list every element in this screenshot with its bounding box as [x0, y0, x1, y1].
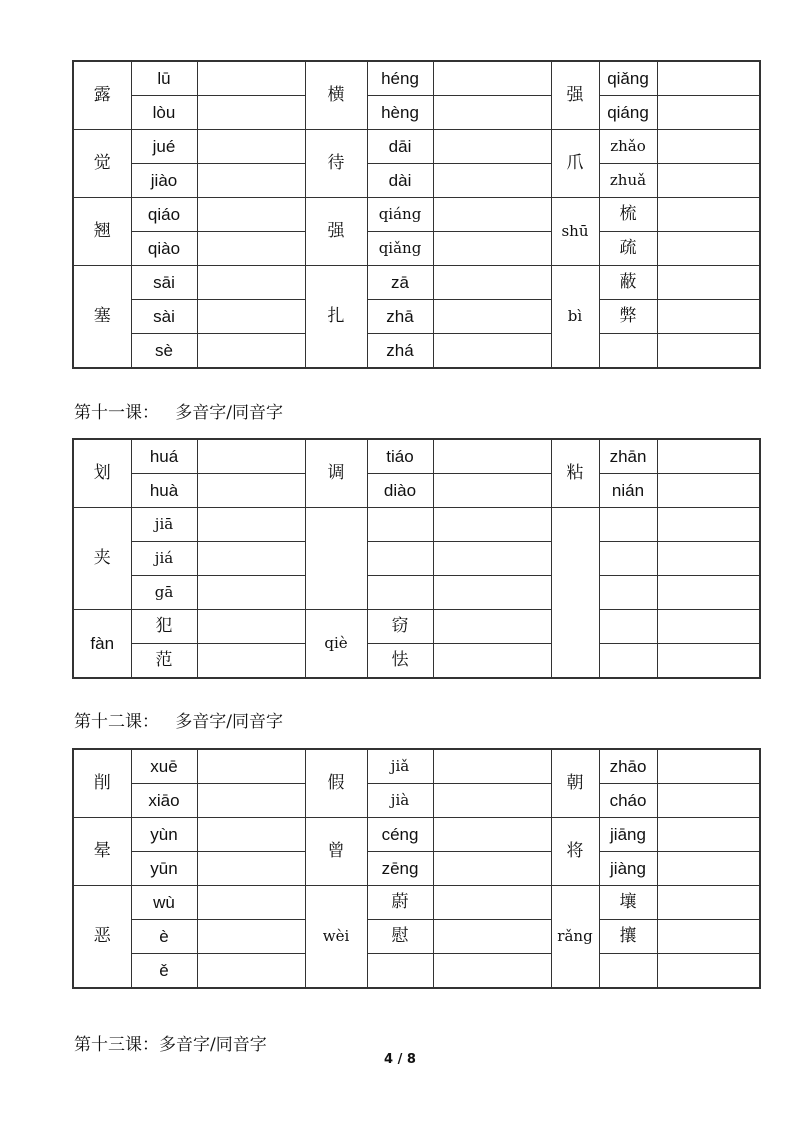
pinyin-cell: tiáo — [367, 439, 433, 474]
table-row — [73, 852, 760, 886]
pinyin-cell: zēng — [367, 852, 433, 886]
table-row — [73, 508, 760, 542]
character-cell: 削 — [73, 749, 131, 818]
pinyin-cell: qiǎng — [367, 232, 433, 266]
pinyin-cell: zhāo — [599, 749, 657, 784]
character-cell: 塞 — [73, 266, 131, 369]
answer-blank[interactable] — [433, 130, 551, 164]
answer-blank[interactable] — [197, 508, 305, 542]
answer-blank[interactable] — [367, 954, 433, 989]
answer-blank[interactable] — [433, 508, 551, 542]
character-cell: 曾 — [305, 818, 367, 886]
page-number: 4 / 8 — [384, 1052, 416, 1067]
pinyin-cell: huá — [131, 439, 197, 474]
answer-blank[interactable] — [599, 542, 657, 576]
answer-blank[interactable] — [657, 300, 760, 334]
table-row — [73, 610, 760, 644]
answer-blank[interactable] — [657, 164, 760, 198]
pinyin-cell: ě — [131, 954, 197, 989]
character-cell: 疏 — [599, 232, 657, 266]
table-row — [73, 130, 760, 164]
table-row — [73, 644, 760, 679]
pinyin-cell: xuē — [131, 749, 197, 784]
pinyin-cell: diào — [367, 474, 433, 508]
table-row — [73, 96, 760, 130]
character-cell: 朝 — [551, 749, 599, 818]
character-cell: 调 — [305, 439, 367, 508]
answer-blank[interactable] — [433, 954, 551, 989]
pinyin-cell: sài — [131, 300, 197, 334]
table-row — [73, 164, 760, 198]
answer-blank[interactable] — [433, 439, 551, 474]
answer-blank[interactable] — [657, 920, 760, 954]
pinyin-cell: sāi — [131, 266, 197, 300]
character-cell: 蔚 — [367, 886, 433, 920]
answer-blank[interactable] — [197, 232, 305, 266]
answer-blank[interactable] — [657, 852, 760, 886]
table-row — [73, 542, 760, 576]
character-cell: 粘 — [551, 439, 599, 508]
lesson-13-heading: 第十三课：多音字/同音字 — [74, 1035, 267, 1055]
table-row — [73, 439, 760, 474]
table-row — [73, 198, 760, 232]
answer-blank[interactable] — [197, 644, 305, 679]
answer-blank[interactable] — [197, 749, 305, 784]
answer-blank[interactable] — [433, 232, 551, 266]
polyphone-table-2 — [72, 438, 761, 679]
answer-blank[interactable] — [367, 542, 433, 576]
answer-blank[interactable] — [599, 610, 657, 644]
character-cell: 梳 — [599, 198, 657, 232]
answer-blank[interactable] — [433, 334, 551, 369]
answer-blank[interactable] — [197, 954, 305, 989]
answer-blank[interactable] — [657, 96, 760, 130]
answer-blank[interactable] — [599, 954, 657, 989]
pinyin-cell: lū — [131, 61, 197, 96]
pinyin-cell: jiào — [131, 164, 197, 198]
pinyin-cell: jià — [367, 784, 433, 818]
pinyin-cell: wù — [131, 886, 197, 920]
answer-blank[interactable] — [657, 749, 760, 784]
table-row — [73, 334, 760, 369]
answer-blank[interactable] — [657, 508, 760, 542]
pinyin-cell: dāi — [367, 130, 433, 164]
answer-blank[interactable] — [599, 334, 657, 369]
pinyin-cell: qiáng — [599, 96, 657, 130]
pinyin-cell: qiáng — [367, 198, 433, 232]
pinyin-cell: zhǎo — [599, 130, 657, 164]
answer-blank[interactable] — [433, 644, 551, 679]
character-cell: 蔽 — [599, 266, 657, 300]
pinyin-cell: gā — [131, 576, 197, 610]
character-cell: 待 — [305, 130, 367, 198]
character-cell: 恶 — [73, 886, 131, 989]
answer-blank[interactable] — [657, 266, 760, 300]
answer-blank[interactable] — [197, 542, 305, 576]
answer-blank[interactable] — [657, 576, 760, 610]
answer-blank[interactable] — [197, 784, 305, 818]
pinyin-head-cell: rǎng — [551, 886, 599, 989]
answer-blank[interactable] — [197, 300, 305, 334]
answer-blank[interactable] — [433, 474, 551, 508]
character-cell: 攘 — [599, 920, 657, 954]
pinyin-cell: jiàng — [599, 852, 657, 886]
answer-blank[interactable] — [599, 644, 657, 679]
table-row — [73, 749, 760, 784]
character-cell: 假 — [305, 749, 367, 818]
answer-blank[interactable] — [657, 474, 760, 508]
answer-blank[interactable] — [197, 96, 305, 130]
lesson-12-heading: 第十二课： 多音字/同音字 — [74, 712, 283, 732]
answer-blank[interactable] — [197, 886, 305, 920]
pinyin-cell: qiáo — [131, 198, 197, 232]
answer-blank[interactable] — [657, 610, 760, 644]
answer-blank[interactable] — [657, 886, 760, 920]
table-row — [73, 954, 760, 989]
empty-head-cell — [305, 508, 367, 610]
character-cell: 弊 — [599, 300, 657, 334]
character-cell: 晕 — [73, 818, 131, 886]
polyphone-table-1 — [72, 60, 761, 369]
answer-blank[interactable] — [197, 130, 305, 164]
answer-blank[interactable] — [433, 300, 551, 334]
table-row — [73, 61, 760, 96]
pinyin-cell: zā — [367, 266, 433, 300]
pinyin-cell: qiào — [131, 232, 197, 266]
answer-blank[interactable] — [433, 920, 551, 954]
pinyin-head-cell: qiè — [305, 610, 367, 679]
lesson-11-heading: 第十一课： 多音字/同音字 — [74, 403, 283, 423]
table-row — [73, 886, 760, 920]
empty-head-cell — [551, 508, 599, 679]
answer-blank[interactable] — [433, 96, 551, 130]
character-cell: 翘 — [73, 198, 131, 266]
answer-blank[interactable] — [197, 818, 305, 852]
character-cell: 慰 — [367, 920, 433, 954]
table-row — [73, 232, 760, 266]
character-cell: 露 — [73, 61, 131, 130]
character-cell: 范 — [131, 644, 197, 679]
answer-blank[interactable] — [599, 576, 657, 610]
character-cell: 怯 — [367, 644, 433, 679]
table-row — [73, 920, 760, 954]
table-row — [73, 818, 760, 852]
pinyin-cell: jiá — [131, 542, 197, 576]
pinyin-cell: sè — [131, 334, 197, 369]
answer-blank[interactable] — [433, 576, 551, 610]
answer-blank[interactable] — [657, 130, 760, 164]
pinyin-cell: huà — [131, 474, 197, 508]
pinyin-cell: zhuǎ — [599, 164, 657, 198]
answer-blank[interactable] — [433, 610, 551, 644]
answer-blank[interactable] — [657, 644, 760, 679]
answer-blank[interactable] — [433, 198, 551, 232]
pinyin-cell: dài — [367, 164, 433, 198]
pinyin-head-cell: wèi — [305, 886, 367, 989]
answer-blank[interactable] — [197, 334, 305, 369]
character-cell: 犯 — [131, 610, 197, 644]
answer-blank[interactable] — [197, 852, 305, 886]
character-cell: 横 — [305, 61, 367, 130]
answer-blank[interactable] — [197, 198, 305, 232]
answer-blank[interactable] — [657, 232, 760, 266]
pinyin-cell: cháo — [599, 784, 657, 818]
answer-blank[interactable] — [197, 474, 305, 508]
pinyin-head-cell: bì — [551, 266, 599, 369]
character-cell: 壤 — [599, 886, 657, 920]
table-row — [73, 300, 760, 334]
answer-blank[interactable] — [657, 954, 760, 989]
pinyin-cell: jué — [131, 130, 197, 164]
table-row — [73, 784, 760, 818]
pinyin-cell: zhān — [599, 439, 657, 474]
answer-blank[interactable] — [197, 266, 305, 300]
answer-blank[interactable] — [433, 542, 551, 576]
pinyin-cell: céng — [367, 818, 433, 852]
table-row — [73, 266, 760, 300]
answer-blank[interactable] — [433, 852, 551, 886]
answer-blank[interactable] — [657, 542, 760, 576]
answer-blank[interactable] — [367, 508, 433, 542]
answer-blank[interactable] — [657, 784, 760, 818]
character-cell: 强 — [551, 61, 599, 130]
answer-blank[interactable] — [367, 576, 433, 610]
answer-blank[interactable] — [433, 61, 551, 96]
pinyin-cell: jiǎ — [367, 749, 433, 784]
pinyin-cell: jiā — [131, 508, 197, 542]
table-row — [73, 576, 760, 610]
pinyin-cell: yūn — [131, 852, 197, 886]
answer-blank[interactable] — [657, 334, 760, 369]
character-cell: 窃 — [367, 610, 433, 644]
pinyin-cell: yùn — [131, 818, 197, 852]
answer-blank[interactable] — [197, 920, 305, 954]
answer-blank[interactable] — [657, 439, 760, 474]
answer-blank[interactable] — [433, 818, 551, 852]
answer-blank[interactable] — [197, 61, 305, 96]
pinyin-head-cell: fàn — [73, 610, 131, 679]
answer-blank[interactable] — [197, 610, 305, 644]
pinyin-cell: zhá — [367, 334, 433, 369]
pinyin-cell: hèng — [367, 96, 433, 130]
character-cell: 爪 — [551, 130, 599, 198]
answer-blank[interactable] — [197, 164, 305, 198]
pinyin-cell: qiǎng — [599, 61, 657, 96]
character-cell: 夹 — [73, 508, 131, 610]
answer-blank[interactable] — [433, 749, 551, 784]
character-cell: 扎 — [305, 266, 367, 369]
answer-blank[interactable] — [197, 439, 305, 474]
answer-blank[interactable] — [433, 266, 551, 300]
table-row — [73, 474, 760, 508]
pinyin-cell: jiāng — [599, 818, 657, 852]
answer-blank[interactable] — [657, 818, 760, 852]
answer-blank[interactable] — [197, 576, 305, 610]
answer-blank[interactable] — [657, 61, 760, 96]
pinyin-cell: xiāo — [131, 784, 197, 818]
polyphone-table-3 — [72, 748, 761, 989]
answer-blank[interactable] — [433, 886, 551, 920]
pinyin-cell: lòu — [131, 96, 197, 130]
answer-blank[interactable] — [657, 198, 760, 232]
character-cell: 强 — [305, 198, 367, 266]
character-cell: 觉 — [73, 130, 131, 198]
pinyin-cell: zhā — [367, 300, 433, 334]
character-cell: 划 — [73, 439, 131, 508]
pinyin-cell: héng — [367, 61, 433, 96]
answer-blank[interactable] — [433, 784, 551, 818]
character-cell: 将 — [551, 818, 599, 886]
pinyin-head-cell: shū — [551, 198, 599, 266]
answer-blank[interactable] — [599, 508, 657, 542]
pinyin-cell: nián — [599, 474, 657, 508]
answer-blank[interactable] — [433, 164, 551, 198]
pinyin-cell: è — [131, 920, 197, 954]
